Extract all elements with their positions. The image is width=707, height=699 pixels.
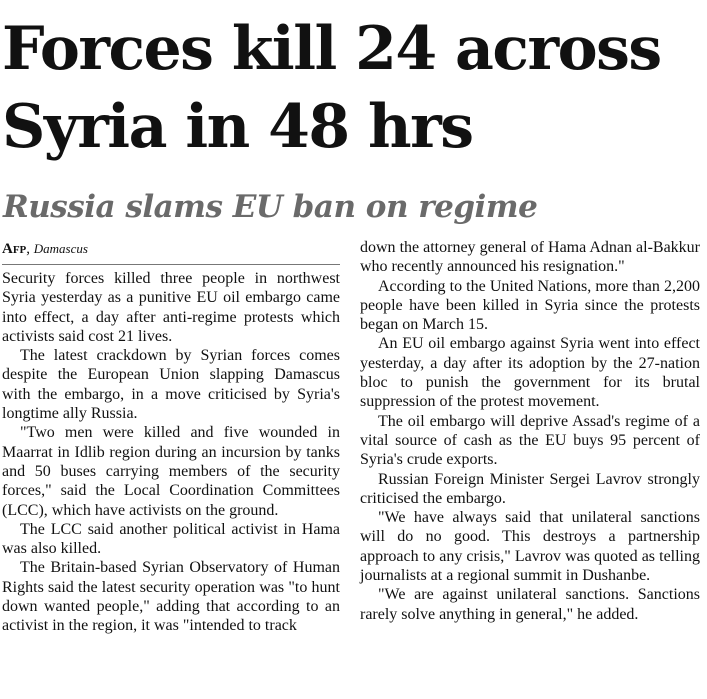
- paragraph: "Two men were killed and five wounded in Maarrat in Idlib region during an incursion by tanks and 50 buses carrying members of the security forces," said the Local Coordination Committees (LCC), which have activists on the ground.: [2, 424, 340, 519]
- paragraph: Russian Foreign Minister Sergei Lavrov strongly criticised the embargo.: [360, 470, 700, 507]
- column-right: [360, 238, 700, 624]
- paragraph: down the attorney general of Hama Adnan al-Bakkur who recently announced his resignation.": [360, 239, 700, 276]
- paragraph: According to the United Nations, more than 2,200 people have been killed in Syria since the protests began on March 15.: [360, 277, 700, 334]
- paragraph: The Britain-based Syrian Observatory of Human Rights said the latest security operation was "to hunt down wanted people," adding that according to an activist in the region, it was "intended to track: [2, 559, 340, 635]
- paragraph: An EU oil embargo against Syria went into effect yesterday, a day after its adoption by the 27-nation bloc to punish the government for its brutal suppression of the protest movement.: [360, 335, 700, 411]
- paragraph: The latest crackdown by Syrian forces comes despite the European Union slapping Damascus with the embargo, in a move criticised by Syria's longtime ally Russia.: [2, 347, 340, 423]
- paragraph: The oil embargo will deprive Assad's regime of a vital source of cash as the EU buys 95 percent of Syria's crude exports.: [360, 412, 700, 469]
- subheadline: Russia slams EU ban on regime: [3, 189, 538, 225]
- column-left: [2, 238, 340, 636]
- byline: [2, 238, 340, 265]
- paragraph: "We are against unilateral sanctions. Sanctions rarely solve anything in general," he added.: [360, 586, 700, 623]
- headline: Forces kill 24 across Syria in 48 hrs: [2, 14, 661, 162]
- byline-agency: Afp: [2, 241, 27, 257]
- paragraph: Security forces killed three people in northwest Syria yesterday as a punitive EU oil embargo came into effect, a day after anti-regime protests which activists said cost 21 lives.: [2, 270, 340, 345]
- paragraph: "We have always said that unilateral sanctions will do no good. This destroys a partnership approach to any crisis," Lavrov was quoted as telling journalists at a regional summit in Dushanbe.: [360, 509, 700, 585]
- paragraph: The LCC said another political activist in Hama was also killed.: [2, 520, 340, 558]
- byline-separator: ,: [26, 241, 31, 257]
- byline-location: Damascus: [33, 241, 88, 256]
